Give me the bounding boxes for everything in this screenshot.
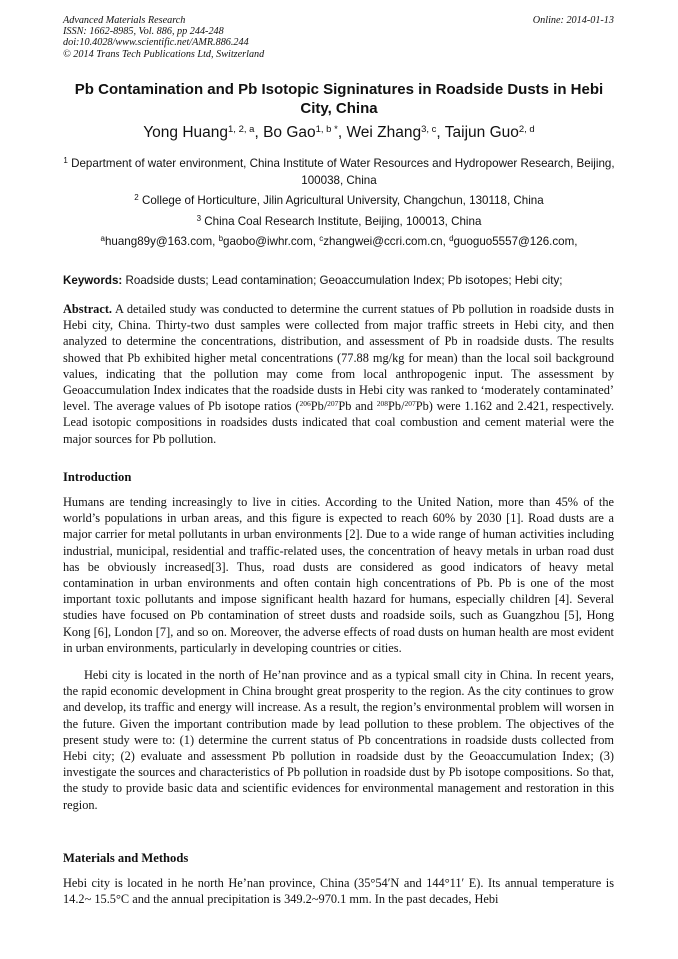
doi-line: doi:10.4028/www.scientific.net/AMR.886.244 (63, 37, 249, 49)
affiliation (58, 214, 620, 231)
author-name: Taijun Guo (444, 124, 519, 141)
email-address[interactable]: gaobo@iwhr.com, (223, 235, 317, 248)
keywords (63, 273, 623, 288)
keywords-label: Keywords: (63, 274, 123, 287)
affiliation-text: College of Horticulture, Jilin Agricultural University, Changchun, 130118, China (141, 194, 544, 207)
affiliation-text: Department of water environment, China Institute of Water Resources and Hydropower Research, Beijing, 100038, China (71, 157, 615, 187)
email-address[interactable]: zhangwei@ccri.com.cn, (323, 235, 446, 248)
affiliations (58, 156, 620, 251)
email-mark: d (449, 234, 454, 243)
affiliation-text: China Coal Research Institute, Beijing, 100013, China (204, 214, 482, 228)
abstract-text: A detailed study was conducted to determine the current statues of Pb pollution in roadside dusts in Hebi city, China. Thirty-two dust samples were collected from major traffic streets in Hebi city, and then analyzed to determine the concentrations, distribution, and assessment of Pb in roadside dusts. The results showed that Pb exhibited higher metal concentrations (77.88 mg/kg for mean) than the local soil background values, indicating that the pollution may come from local anthropogenic input. The assessment by Geoaccumulation Index indicates that the roadside dusts in Hebi city was ranked to ‘moderately contaminated’ level. The average values of Pb isotope ratios ( (63, 302, 615, 414)
author-name: Yong Huang (143, 124, 229, 141)
copyright-line: © 2014 Trans Tech Publications Ltd, Switzerland (63, 48, 265, 60)
abstract-text: Pb) were 1.162 and 2.421, respectively. Lead isotopic compositions in roadsides dusts indicated that coal combustion and cement material were the major sources for Pb pollution. (63, 399, 614, 446)
abstract-label: Abstract. (63, 302, 113, 316)
affiliation-number: 3 (196, 213, 202, 223)
abstract-text: Pb and (338, 399, 377, 414)
author-affil-mark: 3, c (421, 124, 437, 135)
affiliation (58, 156, 620, 189)
paragraph: Hebi city is located in the north of He’nan province and as a typical small city in China. In recent years, the rapid economic development in China brought great prosperity to the region. As the city continues to grow and develop, its traffic and energy will increase. As a result, the region’s environmental problem will worsen in the future. Given the important contribution made by lead pollution to these problem. The objectives of the present study were to: (1) determine the current status of Pb concentrations in roadside dusts collected from Hebi city; (2) evaluate and assessment Pb pollution in roadside dust by the Geoaccumulation Index; (3) investigate the sources and characteristics of Pb pollution in roadside dust by Pb isotope compositions. So that, the study to provide basic data and scientific evidences for environmental management and restoration in this region. (63, 668, 614, 812)
paragraph: Humans are tending increasingly to live in cities. According to the United Nation, more than 45% of the world’s populations in urban areas, and this figure is expected to reach 60% by 2030 [1]. Road dusts are a major carrier for metal pollutants in urban environments [2]. Due to a wide range of human activities including industrial, municipal, residential and traffic-related uses, the concentration of heavy metals in urban road dust has be obviously increased[3]. Thus, road dusts are considered as good indicators of heavy metal contamination in urban environments and often contain high concentrations of Pb. Pb is one of the most important toxic pollutants and impose significant health hazard for humans, especially children [4]. Several studies have focused on Pb contamination of street dusts and roadside soils, such as Guangzhou [5], Hong Kong [6], London [7], and so on. Moreover, the adverse effects of road dusts on human health are most evident in urban environments, particularly in developing countries or cities. (63, 495, 614, 655)
abstract-text: Pb/ (310, 399, 328, 414)
issn-line: ISSN: 1662-8985, Vol. 886, pp 244-248 (63, 26, 224, 38)
journal-name: Advanced Materials Research (63, 15, 186, 26)
paper-title: Pb Contamination and Pb Isotopic Signinatures in Roadside Dusts in Hebi City, China (74, 81, 604, 117)
email-mark: a (100, 234, 105, 243)
affiliation-number: 2 (134, 193, 139, 202)
affiliation-number: 1 (63, 156, 68, 165)
abstract (63, 301, 614, 447)
isotope-mass: 207 (404, 399, 416, 409)
journal-header (63, 15, 264, 60)
abstract-text: Pb/ (388, 399, 405, 414)
email-mark: b (218, 234, 224, 243)
paragraph: Hebi city is located in he north He’nan province, China (35°54′N and 144°11′ E). Its annual temperature is 14.2~ 15.5°C and the annual precipitation is 349.2~970.1 mm. In the past decades, Hebi (63, 876, 614, 907)
author-affil-mark: 2, d (518, 124, 535, 135)
email-address[interactable]: guoguo5557@126.com, (453, 235, 578, 248)
isotope-mass: 206 (299, 399, 311, 409)
author-affil-mark: 1, b * (315, 124, 338, 135)
email-list (58, 234, 620, 251)
author-affil-mark: 1, 2, a (228, 124, 255, 135)
section-heading-introduction: Introduction (63, 470, 132, 484)
author-name: Bo Gao (263, 124, 316, 141)
online-date: Online: 2014-01-13 (532, 15, 614, 26)
author-name: Wei Zhang (346, 124, 422, 141)
affiliation (58, 193, 620, 210)
isotope-mass: 207 (327, 399, 339, 409)
section-heading-methods: Materials and Methods (63, 851, 189, 865)
email-address[interactable]: huang89y@163.com, (104, 235, 216, 248)
isotope-mass: 208 (376, 399, 389, 409)
keywords-text: Roadside dusts; Lead contamination; Geoaccumulation Index; Pb isotopes; Hebi city; (125, 274, 563, 287)
author-list: Yong Huang$^{1, 2, a}$, Bo Gao$^{1, b *}$, Wei Zhang$^{3, c}$, Taijun Guo$^{2, d}$ (143, 124, 535, 141)
email-mark: c (319, 234, 324, 243)
